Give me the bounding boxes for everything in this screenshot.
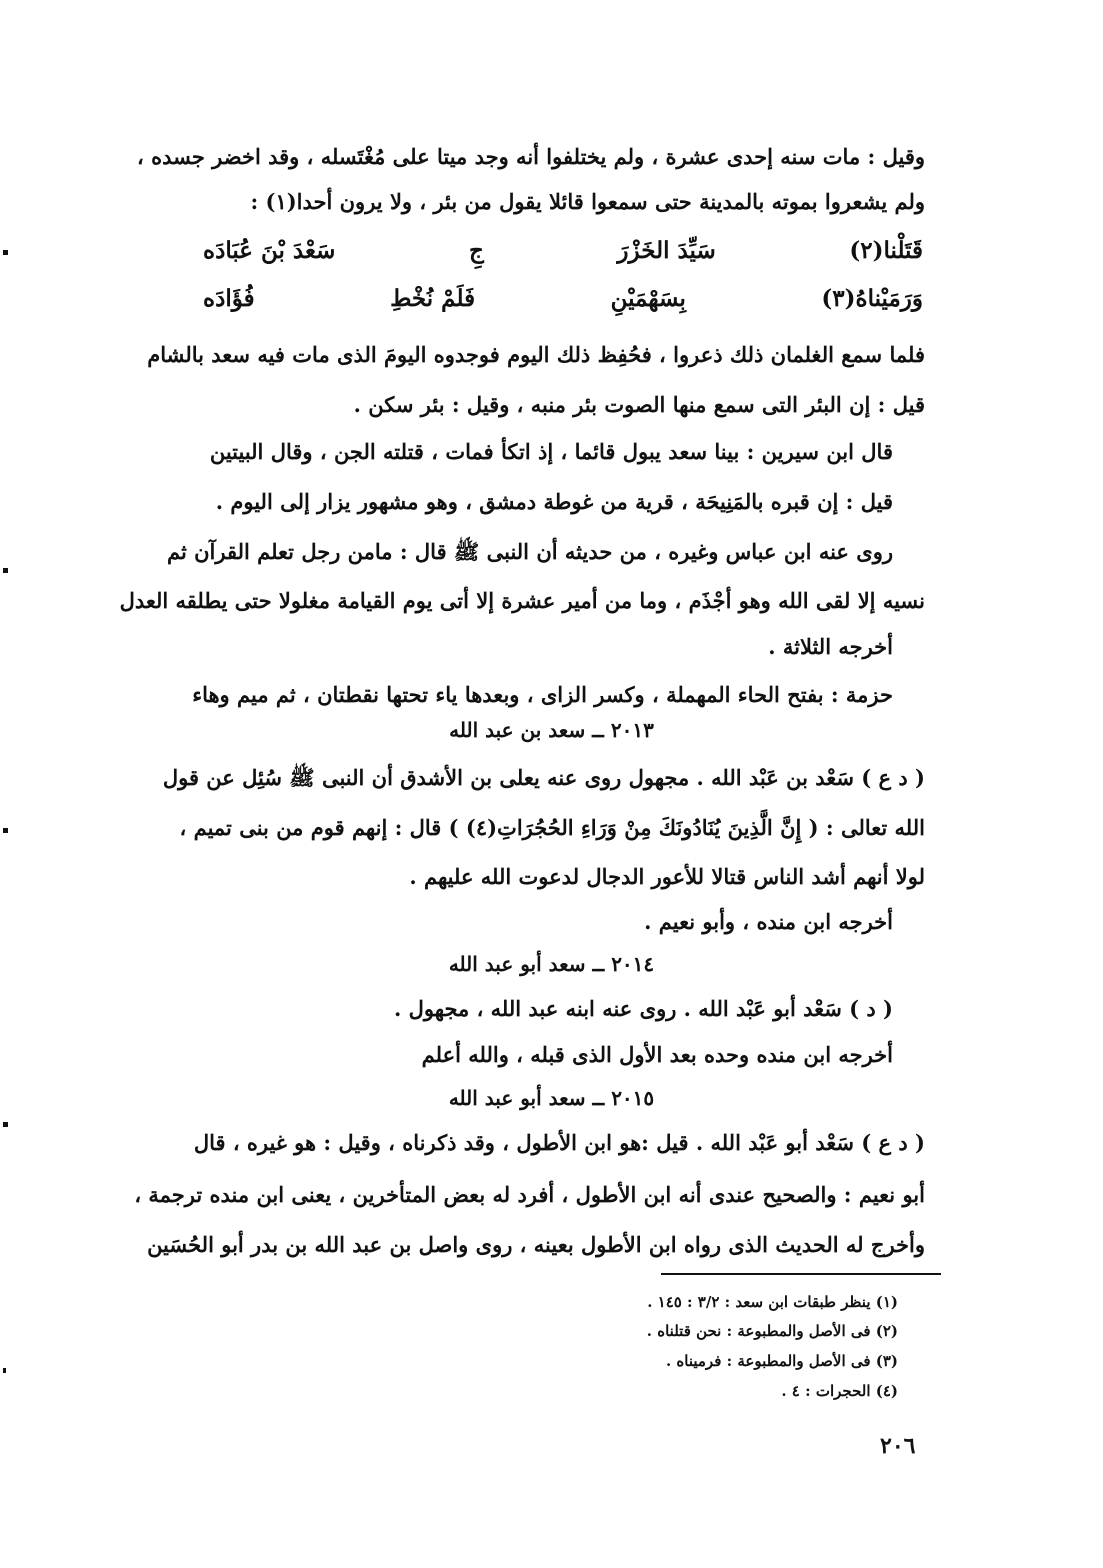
text-line: ( د ع ) سَعْد أبو عَبْد الله . قيل :هو ابن الأطول ، وقد ذكرناه ، وقيل : هو غيره ، قال <box>193 1130 925 1155</box>
text-line: أخرجه ابن منده ، وأبو نعيم . <box>644 909 893 934</box>
footnote-separator <box>661 1273 941 1275</box>
scan-speck <box>3 1122 8 1127</box>
text-line: فلما سمع الغلمان ذلك ذعروا ، فحُفِظ ذلك اليوم فوجدوه اليومَ الذى مات فيه سعد بالشام <box>147 342 925 367</box>
text-line: قال ابن سيرين : بينا سعد يبول قائما ، إذ اتكأ فمات ، قتلته الجن ، وقال البيتين <box>209 439 893 464</box>
text-line: ( د ) سَعْد أبو عَبْد الله . روى عنه ابنه عبد الله ، مجهول . <box>394 996 893 1021</box>
poem-hemistich: فَلَمْ نُخْطِ <box>390 285 476 312</box>
poem-hemistich: سَعْدَ بْنَ عُبَادَه <box>203 237 336 264</box>
footnote: (٢) فى الأصل والمطبوعة : نحن قتلناه . <box>646 1322 898 1340</box>
text-line: أخرجه الثلاثة . <box>768 634 893 659</box>
poem-hemistich: فُؤَادَه <box>203 285 255 312</box>
entry-heading-2015: ٢٠١٥ ــ سعد أبو عبد الله <box>448 1086 655 1110</box>
text-line: حزمة : بفتح الحاء المهملة ، وكسر الزاى ، وبعدها ياء تحتها نقطتان ، ثم ميم وهاء <box>192 682 893 707</box>
poem-verse-2 <box>203 283 923 315</box>
scan-speck <box>3 1368 6 1373</box>
entry-heading-2013: ٢٠١٣ ــ سعد بن عبد الله <box>449 718 654 742</box>
text-line: أبو نعيم : والصحيح عندى أنه ابن الأطول ، أفرد له بعض المتأخرين ، يعنى ابن منده ترجمة ، <box>134 1182 925 1207</box>
poem-hemistich: بِسَهْمَيْنِ <box>610 285 686 312</box>
text-line: لولا أنهم أشد الناس قتالا للأعور الدجال لدعوت الله عليهم . <box>409 864 925 889</box>
text-line: أخرجه ابن منده وحده بعد الأول الذى قبله ، والله أعلم <box>421 1042 893 1067</box>
text-line: الله تعالى : ( إِنَّ الَّذِينَ يُنَادُونَكَ مِنْ وَرَاءِ الحُجُرَاتِ(٤) ) قال : إنهم قوم من بنى تميم ، <box>179 815 925 840</box>
page-number: ٢٠٦ <box>880 1433 916 1459</box>
scan-speck <box>3 250 8 255</box>
entry-heading-2014: ٢٠١٤ ــ سعد أبو عبد الله <box>448 952 655 976</box>
poem-hemistich: سَيِّدَ الخَزْرَ <box>617 237 716 264</box>
text-line: وأخرج له الحديث الذى رواه ابن الأطول بعينه ، روى واصل بن عبد الله بن بدر أبو الحُسَين <box>147 1232 925 1257</box>
text-line: قيل : إن قبره بالمَنِيحَة ، قرية من غوطة دمشق ، وهو مشهور يزار إلى اليوم . <box>215 489 893 514</box>
text-line: ( د ع ) سَعْد بن عَبْد الله . مجهول روى عنه يعلى بن الأشدق أن النبى ﷺ سُئِل عن قول <box>162 765 925 790</box>
text-line: روى عنه ابن عباس وغيره ، من حديثه أن النبى ﷺ قال : مامن رجل تعلم القرآن ثم <box>166 539 893 564</box>
poem-hemistich: وَرَمَيْناهُ(٣) <box>821 285 923 312</box>
text-line: ولم يشعروا بموته بالمدينة حتى سمعوا قائلا يقول من بئر ، ولا يرون أحدا(١) : <box>250 189 925 214</box>
scan-speck <box>3 568 8 573</box>
footnote: (٣) فى الأصل والمطبوعة : فرميناه . <box>665 1352 898 1370</box>
poem-hemistich: جِ <box>468 237 484 264</box>
poem-hemistich: قَتَلْنا(٢) <box>849 237 923 264</box>
text-line: قيل : إن البئر التى سمع منها الصوت بئر منبه ، وقيل : بئر سكن . <box>353 392 925 417</box>
scan-speck <box>3 828 8 833</box>
text-line: وقيل : مات سنه إحدى عشرة ، ولم يختلفوا أنه وجد ميتا على مُغْتَسله ، وقد اخضر جسده ، <box>137 144 925 169</box>
poem-verse-1 <box>203 235 923 267</box>
footnote: (١) ينظر طبقات ابن سعد : ٣/٢ : ١٤٥ . <box>647 1293 898 1311</box>
footnote: (٤) الحجرات : ٤ . <box>781 1382 898 1400</box>
text-line: نسيه إلا لقى الله وهو أجْذَم ، وما من أمير عشرة إلا أتى يوم القيامة مغلولا حتى يطلقه العدل <box>119 588 925 613</box>
